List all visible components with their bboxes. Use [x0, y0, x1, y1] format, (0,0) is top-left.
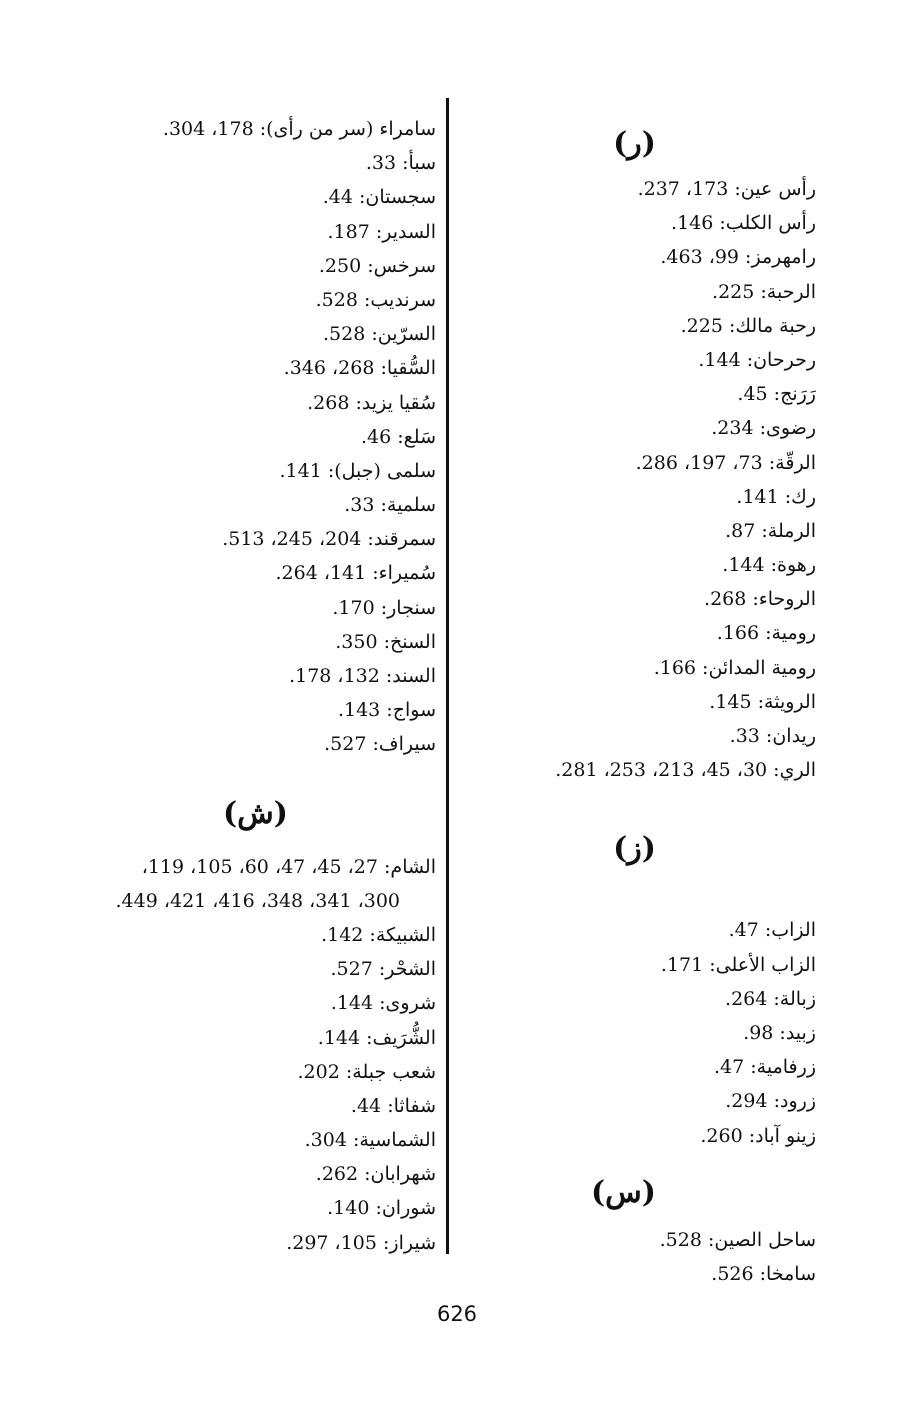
index-entry: شعب جبلة: 202. — [297, 1060, 436, 1083]
index-entry: سمرقند: 204، 245، 513. — [222, 528, 436, 551]
index-entry: سُقيا يزيد: 268. — [307, 391, 436, 414]
index-entry: سلمية: 33. — [344, 494, 436, 517]
index-entry: رحرحان: 144. — [698, 348, 816, 371]
index-entry: شفاثا: 44. — [350, 1094, 436, 1117]
index-entry: الشبيكة: 142. — [321, 923, 436, 946]
index-entry: سجستان: 44. — [322, 186, 436, 209]
index-entry: رأس عين: 173، 237. — [637, 178, 816, 200]
index-entry: رضوى: 234. — [711, 417, 816, 440]
right-column — [456, 124, 816, 1291]
index-entry: سامراء (سر من رأى): 178، 304. — [162, 118, 436, 140]
index-entry: زرفامية: 47. — [714, 1056, 816, 1079]
index-entry: رحبة مالك: 225. — [680, 314, 816, 337]
index-entry: رامهرمز: 99، 463. — [660, 246, 816, 269]
index-entry: سامخا: 526. — [711, 1262, 816, 1285]
index-entry: السرّين: 528. — [322, 323, 436, 346]
index-entry: سواج: 143. — [337, 699, 436, 722]
index-entry: الزاب الأعلى: 171. — [660, 953, 816, 976]
section-sin-continued-entries — [36, 112, 436, 762]
index-entry: شروى: 144. — [330, 992, 436, 1015]
column-divider — [446, 98, 449, 1254]
index-entry: سَلع: 46. — [361, 425, 436, 448]
section-heading-shin: (ش) — [222, 795, 288, 831]
index-entry: سيراف: 527. — [324, 733, 436, 756]
section-ra-entries — [456, 172, 816, 787]
index-entry: سُميراء: 141، 264. — [275, 562, 436, 585]
index-entry: الرملة: 87. — [725, 519, 816, 542]
index-entry-sham: الشام: 27، 45، 47، 60، 105، 119، — [141, 855, 436, 878]
section-heading-sin: (س) — [590, 1174, 656, 1210]
index-entry: شوران: 140. — [327, 1197, 436, 1220]
index-entry: شهرابان: 262. — [315, 1163, 436, 1186]
section-heading-ra: (ر) — [613, 126, 656, 161]
index-entry: رهوة: 144. — [722, 554, 816, 577]
section-heading-zay: (ز) — [613, 831, 656, 867]
page-number: 626 — [436, 1302, 478, 1326]
index-entry: رك: 141. — [736, 485, 816, 508]
index-entry: ساحل الصين: 528. — [659, 1228, 816, 1251]
index-entry: الشماسية: 304. — [304, 1129, 436, 1152]
index-entry: الرحبة: 225. — [712, 280, 816, 303]
index-entry: الزاب: 47. — [728, 919, 816, 942]
index-entry: السند: 132، 178. — [289, 665, 436, 687]
index-entry: السدير: 187. — [327, 220, 436, 243]
index-entry: الري: 30، 45، 213، 253، 281. — [555, 759, 816, 782]
index-entry: زرود: 294. — [725, 1090, 816, 1113]
section-sin-entries — [456, 1223, 816, 1291]
index-entry: سبأ: 33. — [365, 152, 436, 175]
index-entry: ريدان: 33. — [729, 725, 816, 747]
index-entry: السنخ: 350. — [335, 630, 436, 653]
index-entry: زينو آباد: 260. — [700, 1124, 816, 1147]
index-entry: الشحْر: 527. — [330, 958, 436, 981]
index-entry: سرخس: 250. — [318, 254, 436, 277]
index-entry: زبالة: 264. — [725, 987, 816, 1010]
index-entry: رأس الكلب: 146. — [671, 212, 816, 235]
index-entry: الروحاء: 268. — [704, 588, 816, 611]
index-entry: الشُّرَيف: 144. — [317, 1026, 436, 1049]
index-entry: سرنديب: 528. — [315, 288, 436, 311]
index-entry: زبيد: 98. — [743, 1021, 816, 1044]
index-entry: الرقّة: 73، 197، 286. — [635, 451, 816, 474]
index-entry: رومية: 166. — [716, 622, 816, 645]
index-entry: الرويثة: 145. — [709, 690, 816, 713]
section-shin-entries — [36, 850, 436, 1260]
index-entry: سنجار: 170. — [332, 596, 436, 619]
left-column — [36, 112, 436, 1260]
index-entry: السُّقيا: 268، 346. — [283, 357, 436, 380]
index-entry: سلمى (جبل): 141. — [279, 459, 436, 482]
index-entry: رومية المدائن: 166. — [653, 656, 816, 679]
index-entry-sham-continued: 300، 341، 348، 416، 421، 449. — [115, 889, 400, 912]
section-zay-entries — [456, 913, 816, 1152]
index-entry: شيراز: 105، 297. — [286, 1231, 436, 1254]
index-entry: رَرَنج: 45. — [737, 383, 816, 406]
